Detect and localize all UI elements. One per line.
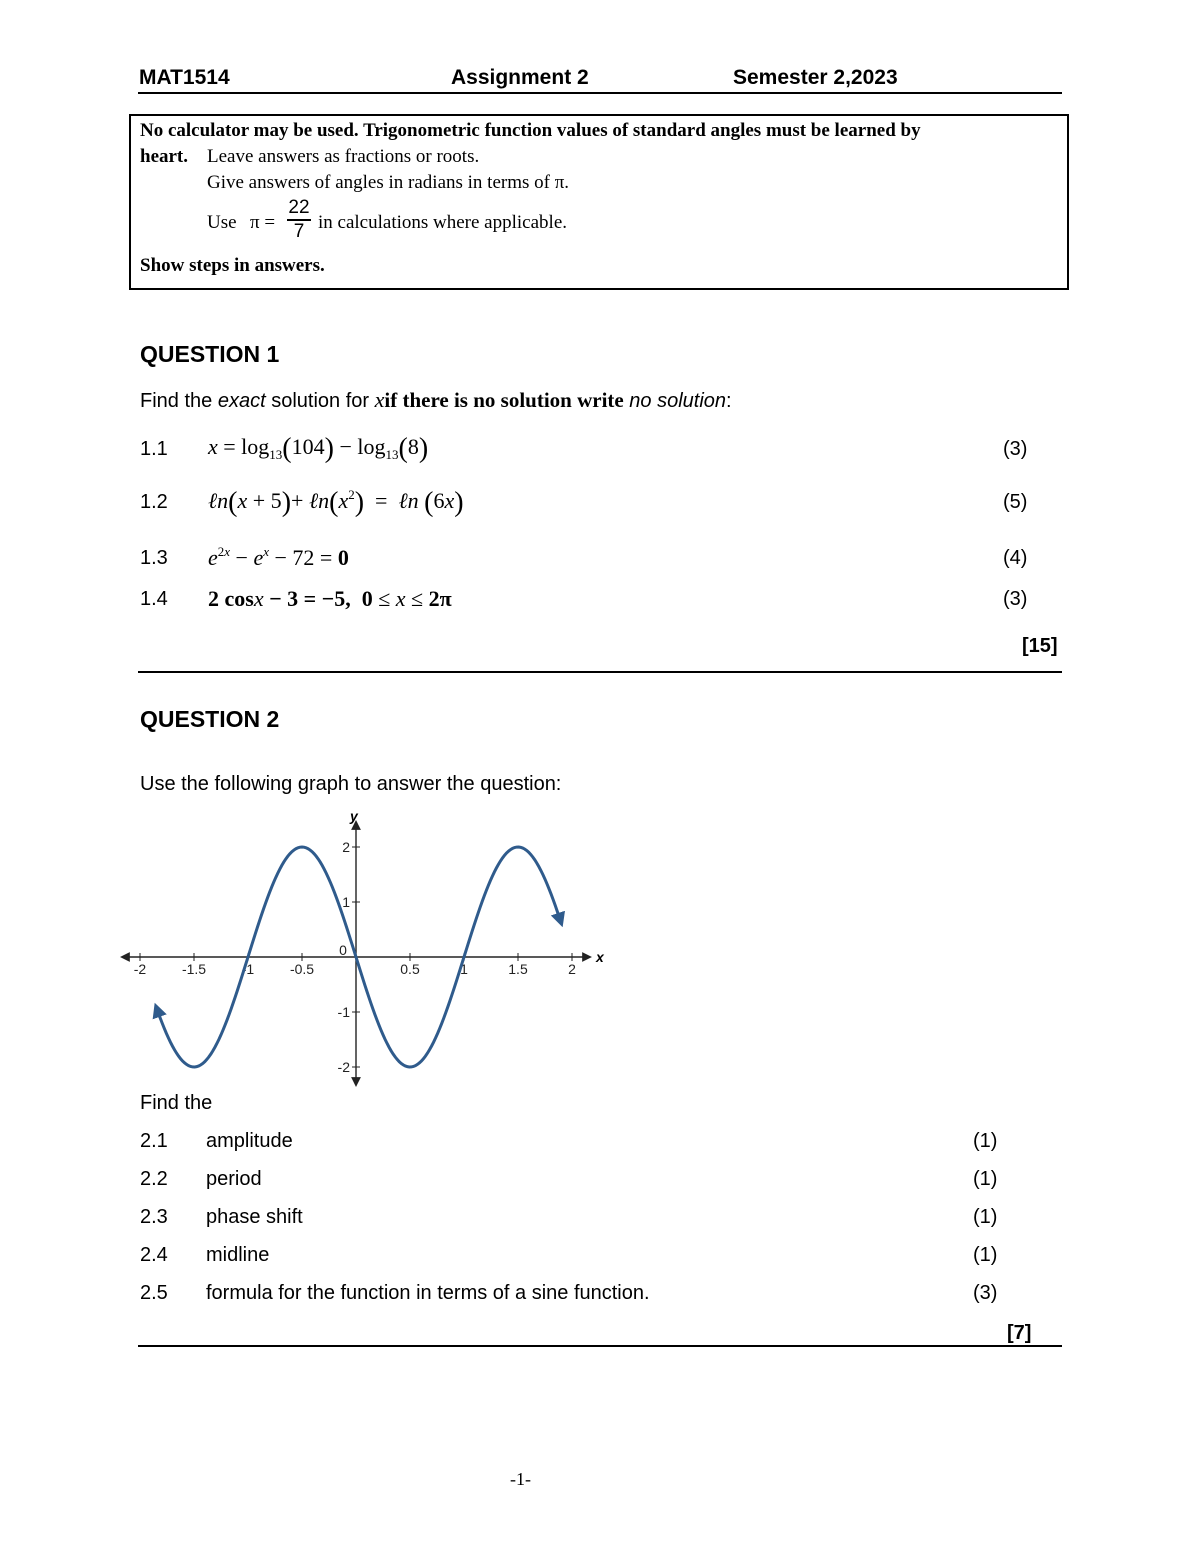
item-2-5-text: formula for the function in terms of a sine function. — [206, 1282, 650, 1304]
equation-1-4: 2 cosx − 3 = −5, 0 ≤ x ≤ 2π — [208, 586, 452, 611]
question-1-total: [15] — [1022, 635, 1058, 657]
instructions-line-2: Leave answers as fractions or roots. — [207, 146, 480, 167]
prompt-colon: : — [726, 390, 732, 412]
item-1-2-number: 1.2 — [140, 491, 168, 513]
instructions-pi: π = — [250, 212, 276, 233]
x-tick-label: -1 — [241, 961, 255, 977]
item-2-5-number: 2.5 — [140, 1282, 168, 1304]
prompt-variable: x — [374, 387, 385, 412]
x-tick-label: -0.5 — [289, 961, 315, 977]
x-tick-label: 0 — [339, 942, 347, 958]
prompt-find: Find the — [140, 390, 213, 412]
x-tick-label: -2 — [133, 961, 147, 977]
x-tick-label: 2 — [568, 961, 576, 977]
item-2-2-mark: (1) — [973, 1168, 998, 1190]
question-1-rule — [138, 671, 1062, 673]
pi-fraction — [287, 198, 311, 242]
item-1-1-mark: (3) — [1003, 438, 1028, 460]
item-2-1-mark: (1) — [973, 1130, 998, 1152]
prompt-no-solution: no solution — [629, 390, 727, 412]
instructions-use: Use — [207, 212, 237, 233]
instructions-show-steps: Show steps in answers. — [140, 255, 325, 276]
instructions-line-3: Give answers of angles in radians in terms of π. — [207, 172, 570, 193]
prompt-solution-for: solution for — [271, 390, 370, 412]
question-2-rule — [138, 1345, 1062, 1347]
instructions-heart: heart. — [140, 146, 189, 167]
question-2-total: [7] — [1007, 1322, 1032, 1344]
question-1-title: QUESTION 1 — [140, 341, 280, 367]
item-2-4-text: midline — [206, 1244, 270, 1266]
item-1-4-number: 1.4 — [140, 588, 168, 610]
x-tick-label: 1 — [460, 961, 468, 977]
item-2-2-number: 2.2 — [140, 1168, 168, 1190]
semester-label: Semester 2,2023 — [733, 66, 898, 89]
header-rule — [138, 92, 1062, 94]
instructions-line-4: in calculations where applicable. — [318, 212, 568, 233]
item-1-4-mark: (3) — [1003, 588, 1028, 610]
item-2-3-number: 2.3 — [140, 1206, 168, 1228]
sine-graph — [133, 805, 604, 1095]
find-the-label: Find the — [140, 1092, 213, 1114]
assignment-title: Assignment 2 — [451, 66, 589, 89]
instructions-line-1: No calculator may be used. Trigonometric function values of standard angles must be learned by — [140, 120, 921, 141]
fraction-numerator: 22 — [288, 197, 310, 218]
x-axis-label: x — [596, 949, 604, 965]
item-2-3-mark: (1) — [973, 1206, 998, 1228]
question-2-title: QUESTION 2 — [140, 706, 280, 732]
equation-1-1: $x = \log_{13}(104) - \log_{13}(8)$ — [208, 433, 429, 464]
item-2-5-mark: (3) — [973, 1282, 998, 1304]
item-2-2-text: period — [206, 1168, 262, 1190]
equation-1-3: $e^{2x} - e^x - 72 = 0$ — [208, 544, 349, 570]
item-1-2-mark: (5) — [1003, 491, 1028, 513]
item-1-3-number: 1.3 — [140, 547, 168, 569]
y-tick-label: 1 — [342, 894, 350, 910]
question-1-prompt — [140, 387, 732, 413]
prompt-no-solution-rule: if there is no solution write — [384, 388, 624, 412]
y-tick-label: 2 — [342, 839, 350, 855]
y-tick-label: -1 — [337, 1004, 350, 1020]
item-1-1-number: 1.1 — [140, 438, 168, 460]
y-tick-label: -2 — [337, 1059, 350, 1075]
question-2-prompt: Use the following graph to answer the question: — [140, 773, 562, 795]
item-2-4-mark: (1) — [973, 1244, 998, 1266]
fraction-denominator: 7 — [293, 220, 305, 242]
item-1-3-mark: (4) — [1003, 547, 1028, 569]
graph-axes — [122, 808, 605, 1085]
x-tick-label: 0.5 — [400, 961, 420, 977]
prompt-exact: exact — [217, 390, 266, 412]
x-tick-label: 1.5 — [508, 961, 528, 977]
item-2-4-number: 2.4 — [140, 1244, 168, 1266]
course-code: MAT1514 — [139, 66, 230, 89]
item-2-1-text: amplitude — [206, 1130, 293, 1152]
item-2-3-text: phase shift — [206, 1206, 303, 1228]
x-tick-label: -1.5 — [181, 961, 207, 977]
page-number: -1- — [510, 1469, 531, 1489]
equation-1-2: ℓn(x + $5)+ \ell n(x^2)$ = ℓn (6x) — [208, 487, 464, 518]
item-2-1-number: 2.1 — [140, 1130, 168, 1152]
y-axis-label: y — [350, 808, 358, 824]
